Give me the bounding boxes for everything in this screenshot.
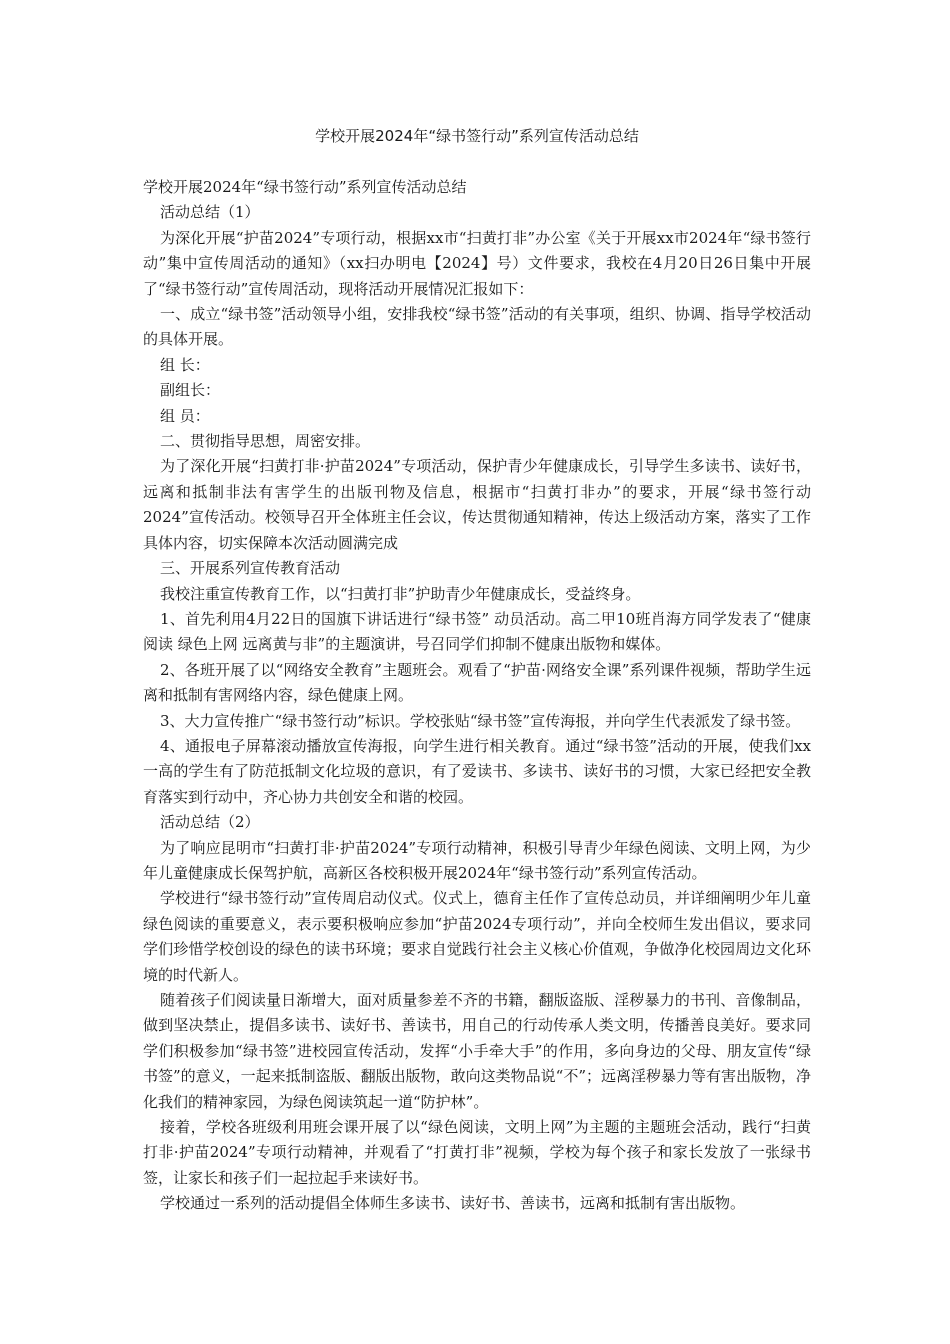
paragraph: 1、首先利用4月22日的国旗下讲话进行“绿书签” 动员活动。高二甲10班肖海方同学发表了“健康阅读 绿色上网 远离黄与非”的主题演讲，号召同学们抑制不健康出版物和媒体。 (143, 609, 811, 654)
document-body (143, 175, 811, 1217)
paragraph: 为了深化开展“扫黄打非·护苗2024”专项活动，保护青少年健康成长，引导学生多读书、读好书，远离和抵制非法有害学生的出版刊物及信息，根据市“扫黄打非办”的要求，开展“绿书签行动 2024”宣传活动。校领导召开全体班主任会议，传达贯彻通知精神，传达上级活动方案，落实了工作具体内容，切实保障本次活动圆满完成 (143, 457, 811, 552)
paragraph: 我校注重宣传教育工作，以“扫黄打非”护助青少年健康成长，受益终身。 (160, 584, 641, 603)
document-subtitle: 学校开展2024年“绿书签行动”系列宣传活动总结 (143, 178, 467, 196)
paragraph: 学校进行“绿书签行动”宣传周启动仪式。仪式上，德育主任作了宣传总动员，并详细阐明少年儿童绿色阅读的重要意义，表示要积极响应参加“护苗2024专项行动”，并向全校师生发出倡议，要求同学们珍惜学校创设的绿色的读书环境；要求自觉践行社会主义核心价值观，争做净化校园周边文化环境的时代新人。 (143, 889, 811, 984)
document-title: 学校开展2024年“绿书签行动”系列宣传活动总结 (315, 127, 639, 145)
paragraph: 4、通报电子屏幕滚动播放宣传海报，向学生进行相关教育。通过“绿书签”活动的开展，使我们xx一高的学生有了防范抵制文化垃圾的意识，有了爱读书、多读书、读好书的习惯，大家已经把安全教育落实到行动中，齐心协力共创安全和谐的校园。 (143, 736, 811, 806)
paragraph: 接着，学校各班级利用班会课开展了以“绿色阅读，文明上网”为主题的主题班会活动，践行“扫黄打非·护苗2024”专项行动精神，并观看了“打黄打非”视频，学校为每个孩子和家长发放了一张绿书签，让家长和孩子们一起拉起手来读好书。 (143, 1118, 811, 1187)
paragraph: 为深化开展“护苗2024”专项行动，根据xx市“扫黄打非”办公室《关于开展xx市2024年“绿书签行动”集中宣传周活动的通知》（xx扫办明电【2024】号）文件要求，我校在4月20日26日集中开展了“绿书签行动”宣传周活动，现将活动开展情况汇报如下： (143, 228, 811, 298)
paragraph: 组 员： (160, 406, 210, 425)
paragraph: 副组长： (160, 381, 221, 400)
paragraph: 2、各班开展了以“网络安全教育”主题班会。观看了“护苗·网络安全课”系列课件视频，帮助学生远离和抵制有害网络内容，绿色健康上网。 (143, 660, 811, 705)
paragraph: 组 长： (160, 355, 210, 374)
paragraph: 二、贯彻指导思想，周密安排。 (160, 432, 371, 451)
paragraph: 活动总结（1） (160, 203, 260, 222)
paragraph: 随着孩子们阅读量日渐增大，面对质量参差不齐的书籍，翻版盗版、淫秽暴力的书刊、音像制品，做到坚决禁止，提倡多读书、读好书、善读书，用自己的行动传承人类文明，传播善良美好。要求同学们积极参加“绿书签”进校园宣传活动，发挥“小手牵大手”的作用，多向身边的父母、朋友宣传“绿书签”的意义，一起来抵制盗版、翻版出版物，敢向这类物品说“不”；远离淫秽暴力等有害出版物，净化我们的精神家园，为绿色阅读筑起一道“防护林”。 (143, 991, 812, 1111)
paragraph: 为了响应昆明市“扫黄打非·护苗2024”专项行动精神，积极引导青少年绿色阅读、文明上网，为少年儿童健康成长保驾护航，高新区各校积极开展2024年“绿书签行动”系列宣传活动。 (143, 838, 811, 882)
paragraph: 一、成立“绿书签”活动领导小组，安排我校“绿书签”活动的有关事项，组织、协调、指导学校活动的具体开展。 (143, 305, 811, 349)
paragraph: 活动总结（2） (160, 813, 260, 832)
paragraph: 三、开展系列宣传教育活动 (160, 559, 341, 578)
paragraph: 学校通过一系列的活动提倡全体师生多读书、读好书、善读书，远离和抵制有害出版物。 (160, 1194, 746, 1213)
paragraph: 3、大力宣传推广“绿书签行动”标识。学校张贴“绿书签”宣传海报，并向学生代表派发了绿书签。 (160, 711, 801, 730)
